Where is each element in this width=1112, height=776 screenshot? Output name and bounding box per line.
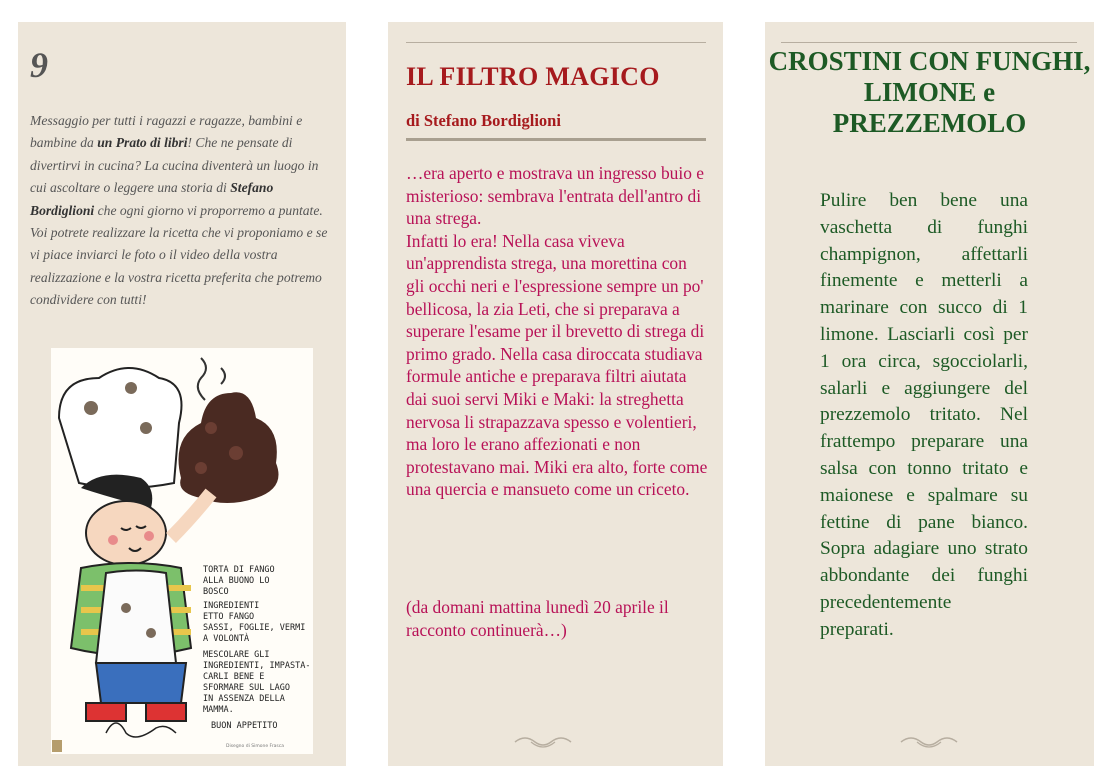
- recipe-title: CROSTINI CON FUNGHI, LIMONE e PREZZEMOLO: [768, 46, 1091, 138]
- note-line: INGREDIENTI: [203, 601, 260, 611]
- note-line: BUON APPETITO: [211, 721, 278, 731]
- leaf-icon: [52, 740, 62, 752]
- divider: [781, 42, 1077, 43]
- page-number: 9: [30, 45, 48, 85]
- note-line: MAMMA.: [203, 705, 234, 715]
- note-line: SASSI, FOGLIE, VERMI: [203, 623, 306, 633]
- note-line: CARLI BENE E: [203, 672, 265, 682]
- note-line: ALLA BUONO LO: [203, 576, 270, 586]
- note-line: ETTO FANGO: [203, 612, 255, 622]
- note-line: TORTA DI FANGO: [203, 565, 275, 575]
- story-text: …era aperto e mostrava un ingresso buio e misterioso: sembrava l'entrata dell'antro di una strega. Infatti lo era! Nella casa viveva un'apprendista strega, una morettina con gli occhi neri e l'espressione sempre un po' bellicosa, la zia Leti, che si preparava a superare l'esame per il brevetto di strega di primo grado. Nella casa diroccata studiava formule antiche e preparava filtri aiutata dai suoi servi Miki e Maki: la streghetta nervosa li strapazzava spesso e volentieri, ma loro le erano affezionati e non protestavano mai. Miki era alto, forte come una quercia e mansueto come un criceto.: [406, 163, 708, 500]
- note-line: BOSCO: [203, 587, 229, 597]
- story-author: di Stefano Bordiglioni: [406, 111, 561, 130]
- note-line: INGREDIENTI, IMPASTA-: [203, 661, 311, 671]
- story-continuation: (da domani mattina lunedì 20 aprile il racconto continuerà…): [406, 597, 669, 640]
- ornament-icon: [511, 732, 575, 752]
- note-line: A VOLONTÀ: [203, 634, 250, 644]
- divider: [406, 42, 706, 43]
- divider: [406, 138, 706, 141]
- intro-panel: [18, 22, 346, 766]
- recipe-panel: [765, 22, 1094, 766]
- chef-boy-illustration: [51, 348, 313, 754]
- illustration-credit: Disegno di Simone Frasca: [226, 744, 284, 749]
- story-panel: [388, 22, 723, 766]
- recipe-text: Pulire ben bene una vaschetta di funghi champignon, affettarli finemente e metterli a marinare con succo di 1 limone. Lasciarli così per 1 ora circa, sgocciolarli, salarli e aggiungere del prezzemolo tritato. Nel frattempo preparare una salsa con tonno tritato e maionese e spalmare su fettine di pane bianco. Sopra adagiare uno strato abbondante dei funghi precedentemente preparati.: [820, 190, 1028, 640]
- ornament-icon: [897, 732, 961, 752]
- story-title: IL FILTRO MAGICO: [406, 62, 660, 91]
- note-line: MESCOLARE GLI: [203, 650, 270, 660]
- note-line: IN ASSENZA DELLA: [203, 694, 285, 704]
- note-line: SFORMARE SUL LAGO: [203, 683, 290, 693]
- intro-message: Messaggio per tutti i ragazzi e ragazze, bambini e bambine da un Prato di libri! Che ne pensate di divertirvi in cucina? La cucina diventerà un luogo in cui ascoltare o leggere una storia di Stefano Bordiglioni che ogni giorno vi proporremo a puntate. Voi potrete realizzare la ricetta che vi proponiamo e se vi piace inviarci le foto o il video della vostra realizzazione e la vostra ricetta preferita che potremo condividere con tutti!: [30, 113, 328, 308]
